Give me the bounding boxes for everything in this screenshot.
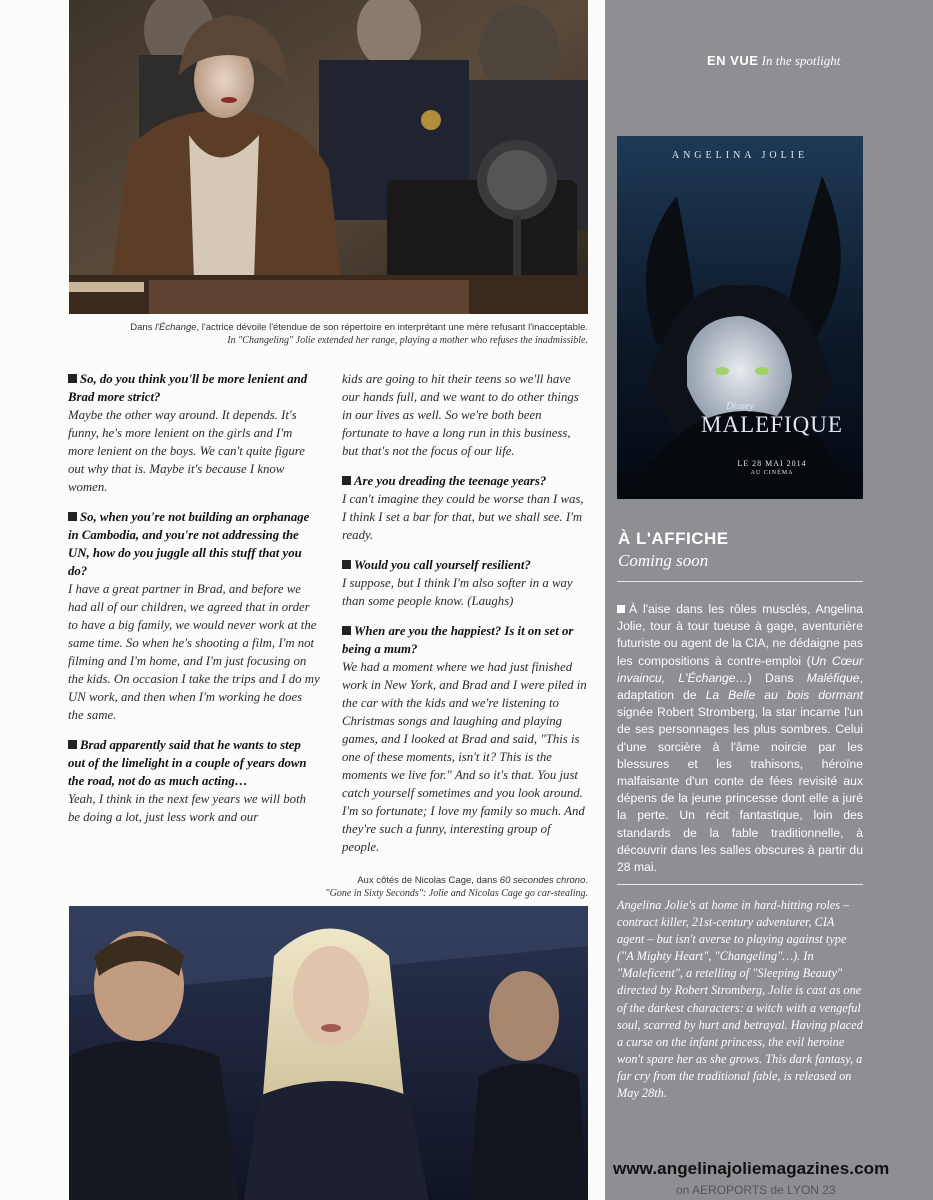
divider bbox=[617, 884, 863, 885]
answer-text: Maybe the other way around. It depends. It's funny, he's more lenient on the girls and I'm more lenient on the boys. We can't quite figure out why that is. Maybe it's because I know women. bbox=[68, 408, 305, 494]
poster-release: AU CINÉMA bbox=[750, 470, 794, 476]
section-tag: EN VUE In the spotlight bbox=[707, 53, 841, 68]
answer-text: We had a moment where we had just finished work in New York, and Brad and I were piled in the car with the kids and we're listening to Christmas songs and laughing and playing games, and I looked at Brad and said, "This is one of these moments, isn't it? This is the moments we live for." And so it's that. You just catch yourself sometimes and you look around. I'm so fortunate; I love my family so much. And they're such a funny, interesting group of people. bbox=[342, 660, 587, 854]
affiche-subtitle: Coming soon bbox=[618, 551, 709, 570]
bullet-square-icon bbox=[342, 560, 351, 569]
poster-actor: ANGELINA JOLIE bbox=[671, 150, 809, 161]
gone-in-sixty-seconds-photo bbox=[69, 906, 588, 1200]
qa-block bbox=[342, 370, 590, 460]
bullet-square-icon bbox=[68, 740, 77, 749]
answer-text: I suppose, but I think I'm also softer in a way than some people know. (Laughs) bbox=[342, 576, 573, 608]
affiche-text-fr: À l'aise dans les rôles musclés, Angelina Jolie, tour à tour tueuse à gage, aventurière futuriste ou agent de la CIA, ne dédaigne pas les compositions à contre-emploi (Un Cœur invaincu, L'Échange…) Dans Maléfique, adaptation de La Belle au bois dormant signée Robert Stromberg, la star incarne l'un de ses personnages les plus sombres. Celui d'une sorcière à l'âme noircie par les blessures et les trahisons, héroïne malfaisante d'un conte de fées revisité aux dépens de la jeune princesse dont elle a juré la perte. Un récit fantastique, loin des standards de la fable traditionnelle, à découvrir dans les salles obscures à partir du 28 mai. bbox=[617, 602, 864, 875]
website-watermark: www.angelinajoliemagazines.com bbox=[613, 1159, 890, 1178]
gone-caption: Aux côtés de Nicolas Cage, dans 60 secondes chrono. "Gone in Sixty Seconds": Jolie and Nicolas Cage go car-stealing. bbox=[325, 875, 588, 899]
affiche-title: À L'AFFICHE bbox=[618, 529, 729, 548]
interview-right-column bbox=[342, 370, 590, 868]
qa-block: Would you call yourself resilient? I suppose, but I think I'm also softer in a way than some people know. (Laughs) bbox=[342, 556, 590, 610]
qa-block: Are you dreading the teenage years? I can't imagine they could be worse than I was, I think I set a bar for that, but we shall see. I'm ready. bbox=[342, 472, 590, 544]
answer-text: kids are going to hit their teens so we'll have our hands full, and we want to do other things in our lives as well. So we're both been fortunate to have a long run in this business, but that's not the focus of our life. bbox=[342, 372, 579, 458]
changeling-photo bbox=[69, 0, 588, 314]
divider bbox=[617, 581, 863, 582]
poster-date: LE 28 MAI 2014 bbox=[737, 459, 807, 468]
changeling-caption: Dans l'Échange, l'actrice dévoile l'étendue de son répertoire en interprétant une mère refusant l'inacceptable. In "Changeling" Jolie extended her range, playing a mother who refuses the inadmissible. bbox=[130, 322, 588, 346]
qa-block: Brad apparently said that he wants to step out of the limelight in a couple of years down the road, not do as much acting… Yeah, I think in the next few years we will both be doing a lot, just less work and our bbox=[68, 736, 320, 826]
bullet-square-icon bbox=[68, 512, 77, 521]
poster-studio: Disney bbox=[726, 401, 754, 412]
bullet-square-icon bbox=[342, 476, 351, 485]
poster-title: MALEFIQUE bbox=[701, 412, 843, 437]
bullet-square-icon bbox=[617, 605, 625, 613]
interview-left-column bbox=[68, 370, 320, 838]
qa-block: So, when you're not building an orphanage in Cambodia, and you're not addressing the UN, how do you juggle all this stuff that you do? I have a great partner in Brad, and before we had all of our children, we agreed that in order to have a big family, we would never work at the same time. So when he's shooting a film, I'm not filming and I'm home, and I'm just focusing on the kids. On occasion I take the trips and I do my UN work, and then when I'm working he does the same. bbox=[68, 510, 320, 722]
maleficent-poster bbox=[617, 136, 863, 499]
answer-text: I can't imagine they could be worse than I was, I think I set a bar for that, but we shall see. I'm ready. bbox=[342, 492, 584, 542]
affiche-text-en: Angelina Jolie's at home in hard-hitting roles – contract killer, 21st-century adventurer, CIA agent – but isn't averse to playing against type ("A Mighty Heart", "Changeling"…). In "Maleficent", a retelling of "Sleeping Beauty" directed by Robert Stromberg, Jolie is cast as one of the darkest characters: a witch with a vengeful soul, scarred by hurt and betrayal. Having placed a curse on the infant princess, the evil heroine won't spare her as she grows. This dark fantasy, a far cry from the traditional fable, is released on May 28th. bbox=[617, 898, 863, 1101]
answer-text: Yeah, I think in the next few years we will both be doing a lot, just less work and our bbox=[68, 792, 307, 824]
qa-block: So, do you think you'll be more lenient and Brad more strict? Maybe the other way around. It depends. It's funny, he's more lenient on the girls and I'm more lenient on the boys. We can't quite figure out why that is. Maybe it's because I know women. bbox=[68, 370, 320, 496]
bullet-square-icon bbox=[68, 374, 77, 383]
bullet-square-icon bbox=[342, 626, 351, 635]
qa-block: When are you the happiest? Is it on set or being a mum? We had a moment where we had just finished work in New York, and Brad and I were piled in the car with the kids and we're listening to Christmas songs and laughing and playing games, and I looked at Brad and said, "This is one of these moments, isn't it? This is the moments we live for." And so it's that. You just catch yourself sometimes and you look around. I'm so fortunate; I love my family so much. And they're such a funny, interesting group of people. bbox=[342, 622, 590, 856]
answer-text: I have a great partner in Brad, and before we had all of our children, we agreed that in order to have a big family, we would never work at the same time. So when he's shooting a film, I'm not filming and I'm home, and I'm just focusing on the kids. On occasion I take the trips and I do my UN work, and then when I'm working he does the same. bbox=[68, 582, 320, 722]
page-number: on AEROPORTS de LYON 23 bbox=[676, 1183, 836, 1197]
